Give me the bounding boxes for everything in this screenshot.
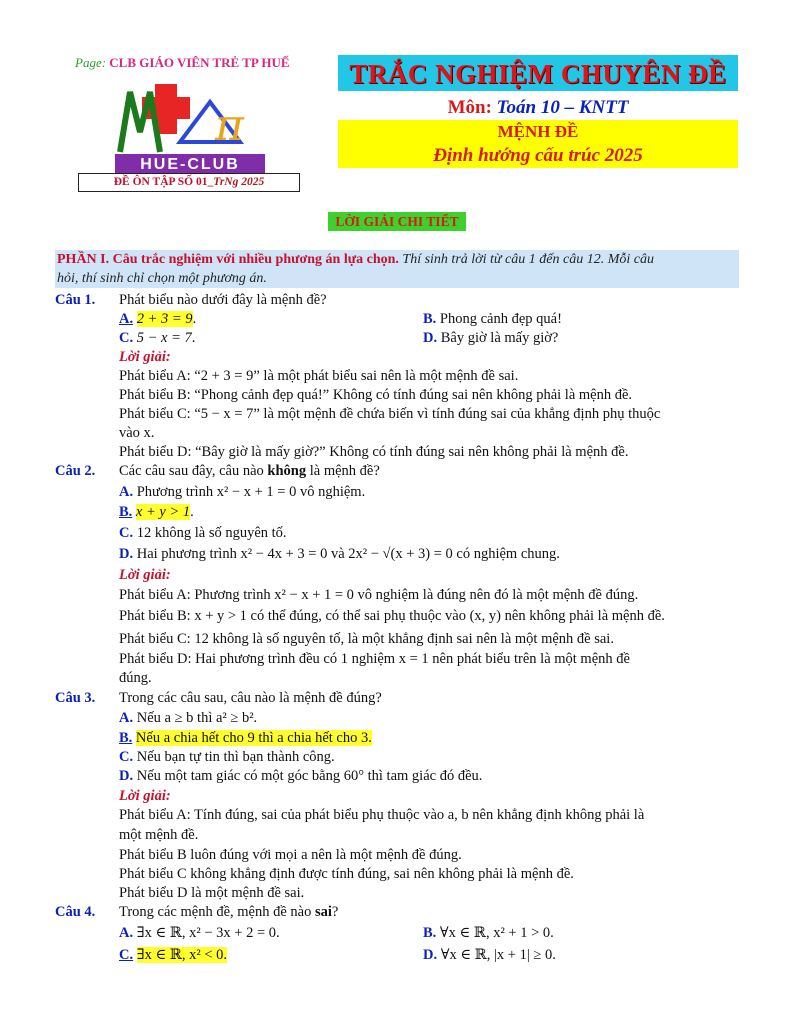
option-a: A. ∃x ∈ ℝ, x² − 3x + 2 = 0.: [119, 925, 280, 941]
svg-text:HUE-CLUB: HUE-CLUB: [140, 156, 240, 173]
solution-line: Phát biểu B luôn đúng với mọi a nên là một mệnh đề đúng.: [119, 847, 462, 863]
option-b: B. x + y > 1.: [119, 504, 194, 520]
page-label: Page: CLB GIÁO VIÊN TRẺ TP HUẾ: [75, 55, 290, 70]
option-b: B. Phong cảnh đẹp quá!: [423, 311, 562, 327]
svg-text:π: π: [215, 100, 244, 151]
solution-line: vào x.: [119, 425, 155, 441]
topic: MỆNH ĐỀ: [497, 122, 579, 141]
question-text: Trong các mệnh đề, mệnh đề nào sai?: [119, 904, 339, 920]
hue-club-logo: [110, 82, 270, 177]
question-text: Các câu sau đây, câu nào không là mệnh đề?: [119, 463, 380, 479]
subject-line: Môn: Toán 10 – KNTT: [447, 97, 629, 118]
solution-line: đúng.: [119, 670, 152, 686]
question-number: Câu 1.: [55, 292, 96, 308]
option-d: D. ∀x ∈ ℝ, |x + 1| ≥ 0.: [423, 947, 556, 963]
question-text: Phát biểu nào dưới đây là mệnh đề?: [119, 292, 327, 308]
option-b: B. ∀x ∈ ℝ, x² + 1 > 0.: [423, 925, 554, 941]
solution-label: Lời giải:: [119, 349, 171, 365]
option-d: D. Hai phương trình x² − 4x + 3 = 0 và 2x² − √(x + 3) = 0 có nghiệm chung.: [119, 546, 560, 562]
orientation: Định hướng cấu trúc 2025: [433, 145, 643, 166]
topic-box: [338, 120, 738, 168]
solution-heading: LỜI GIẢI CHI TIẾT: [328, 212, 466, 231]
option-c: C. 5 − x = 7.: [119, 330, 196, 346]
solution-line: Phát biểu A: Tính đúng, sai của phát biểu phụ thuộc vào a, b nên khẳng định không phải là: [119, 807, 645, 823]
question-number: Câu 3.: [55, 690, 96, 706]
solution-line: Phát biểu A: Phương trình x² − x + 1 = 0 vô nghiệm là đúng nên đó là một mệnh đề đúng.: [119, 587, 639, 603]
solution-label: Lời giải:: [119, 788, 171, 804]
exam-code: ĐỀ ÔN TẬP SỐ 01_TrNg 2025: [78, 173, 300, 192]
option-a: A. 2 + 3 = 9.: [119, 311, 197, 327]
option-a: A. Phương trình x² − x + 1 = 0 vô nghiệm.: [119, 484, 366, 500]
solution-line: Phát biểu D là một mệnh đề sai.: [119, 885, 305, 901]
solution-line: Phát biểu D: “Bây giờ là mấy giờ?” Không có tính đúng sai nên không phải là mệnh đề.: [119, 444, 629, 460]
solution-line: Phát biểu C không khẳng định được tính đúng, sai nên không phải là mệnh đề.: [119, 866, 574, 882]
solution-label: Lời giải:: [119, 567, 171, 583]
option-c: C. Nếu bạn tự tin thì bạn thành công.: [119, 749, 335, 765]
solution-line: Phát biểu B: x + y > 1 có thể đúng, có thể sai phụ thuộc vào (x, y) nên không phải là mệnh đề.: [119, 608, 665, 624]
solution-line: Phát biểu D: Hai phương trình đều có 1 nghiệm x = 1 nên phát biểu trên là một mệnh đề: [119, 651, 630, 667]
option-c: C. ∃x ∈ ℝ, x² < 0.: [119, 947, 228, 963]
document-title: TRẮC NGHIỆM CHUYÊN ĐỀ: [338, 55, 738, 91]
question-number: Câu 2.: [55, 463, 96, 479]
question-number: Câu 4.: [55, 904, 96, 920]
solution-line: một mệnh đề.: [119, 827, 199, 843]
option-d: D. Nếu một tam giác có một góc bằng 60° thì tam giác đó đều.: [119, 768, 483, 784]
option-d: D. Bây giờ là mấy giờ?: [423, 330, 559, 346]
part1-instructions: PHẦN I. Câu trắc nghiệm với nhiều phương án lựa chọn. Thí sinh trả lời từ câu 1 đến câu 12. Mỗi câu hỏi, thí sinh chỉ chọn một phương án.: [55, 250, 739, 288]
option-b: B. Nếu a chia hết cho 9 thì a chia hết cho 3.: [119, 730, 372, 746]
option-c: C. 12 không là số nguyên tố.: [119, 525, 287, 541]
solution-line: Phát biểu A: “2 + 3 = 9” là một phát biểu sai nên là một mệnh đề sai.: [119, 368, 519, 384]
solution-line: Phát biểu B: “Phong cảnh đẹp quá!” Không có tính đúng sai nên không phải là mệnh đề.: [119, 387, 633, 403]
question-text: Trong các câu sau, câu nào là mệnh đề đúng?: [119, 690, 382, 706]
option-a: A. Nếu a ≥ b thì a² ≥ b².: [119, 710, 258, 726]
solution-line: Phát biểu C: “5 − x = 7” là một mệnh đề chứa biến vì tính đúng sai của khẳng định phụ thuộc: [119, 406, 661, 422]
solution-line: Phát biểu C: 12 không là số nguyên tố, là một khẳng định sai nên là một mệnh đề sai.: [119, 631, 614, 647]
